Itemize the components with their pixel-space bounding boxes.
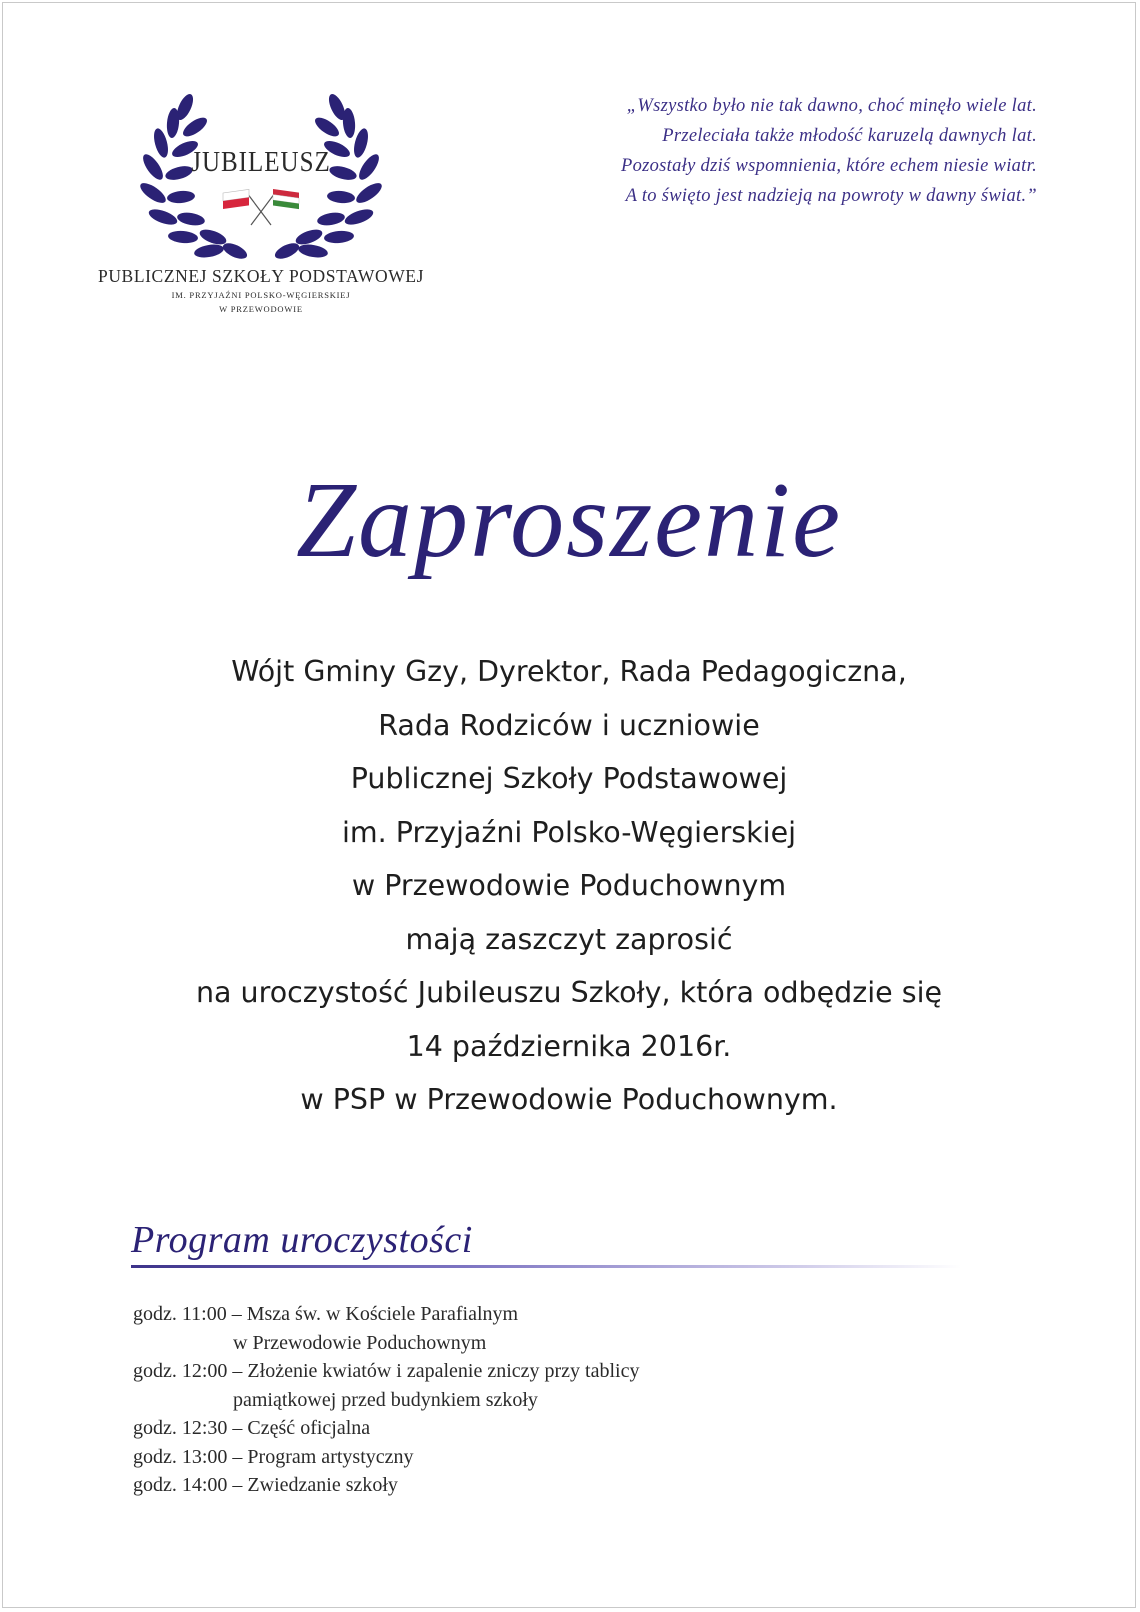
body-line: mają zaszczyt zaprosić bbox=[405, 922, 733, 956]
program-divider bbox=[131, 1265, 961, 1268]
crossed-flags-icon bbox=[219, 187, 303, 227]
logo-school-patron: IM. PRZYJAŹNI POLSKO-WĘGIERSKIEJ bbox=[171, 290, 351, 300]
program-item-continuation: pamiątkowej przed budynkiem szkoły bbox=[233, 1388, 538, 1411]
invitation-title: Zaproszenie bbox=[295, 461, 843, 580]
program-item-continuation: w Przewodowie Poduchownym bbox=[233, 1331, 487, 1354]
body-line: Publicznej Szkoły Podstawowej bbox=[350, 762, 788, 795]
program-item: godz. 12:30 – Część oficjalna bbox=[133, 1417, 371, 1439]
logo-school-location: W PRZEWODOWIE bbox=[219, 304, 303, 314]
body-line: 14 października 2016r. bbox=[406, 1029, 732, 1063]
program-heading: Program uroczystości bbox=[131, 1219, 473, 1261]
body-line: w PSP w Przewodowie Poduchownym. bbox=[300, 1083, 838, 1116]
poem-line: Przeleciała także młodość karuzelą dawnych lat. bbox=[662, 126, 1037, 146]
poem-quote bbox=[517, 91, 1037, 211]
program-item: godz. 12:00 – Złożenie kwiatów i zapalenie zniczy przy tablicy bbox=[133, 1360, 640, 1382]
logo-jubilee-word: JUBILEUSZ bbox=[191, 146, 331, 178]
body-line: w Przewodowie Poduchownym bbox=[351, 869, 787, 902]
program-item: godz. 11:00 – Msza św. w Kościele Parafialnym bbox=[133, 1303, 519, 1325]
poem-line: A to święto jest nadzieją na powroty w dawny świat.” bbox=[625, 186, 1037, 206]
poem-line: „Wszystko było nie tak dawno, choć minęło wiele lat. bbox=[626, 96, 1037, 116]
program-item: godz. 14:00 – Zwiedzanie szkoły bbox=[133, 1474, 398, 1496]
body-line: Rada Rodziców i uczniowie bbox=[378, 708, 760, 742]
program-item: godz. 13:00 – Program artystyczny bbox=[133, 1445, 414, 1468]
invitation-body bbox=[3, 645, 1135, 1127]
body-line: na uroczystość Jubileuszu Szkoły, która odbędzie się bbox=[195, 976, 943, 1009]
body-line: im. Przyjaźni Polsko-Węgierskiej bbox=[341, 815, 797, 849]
body-line: Wójt Gminy Gzy, Dyrektor, Rada Pedagogiczna, bbox=[231, 655, 907, 688]
program-schedule bbox=[133, 1300, 639, 1500]
logo-school-name: PUBLICZNEJ SZKOŁY PODSTAWOWEJ bbox=[97, 266, 425, 286]
jubilee-logo bbox=[81, 91, 441, 331]
poem-line: Pozostały dziś wspomnienia, które echem niesie wiatr. bbox=[620, 156, 1037, 176]
invitation-page bbox=[2, 2, 1136, 1608]
